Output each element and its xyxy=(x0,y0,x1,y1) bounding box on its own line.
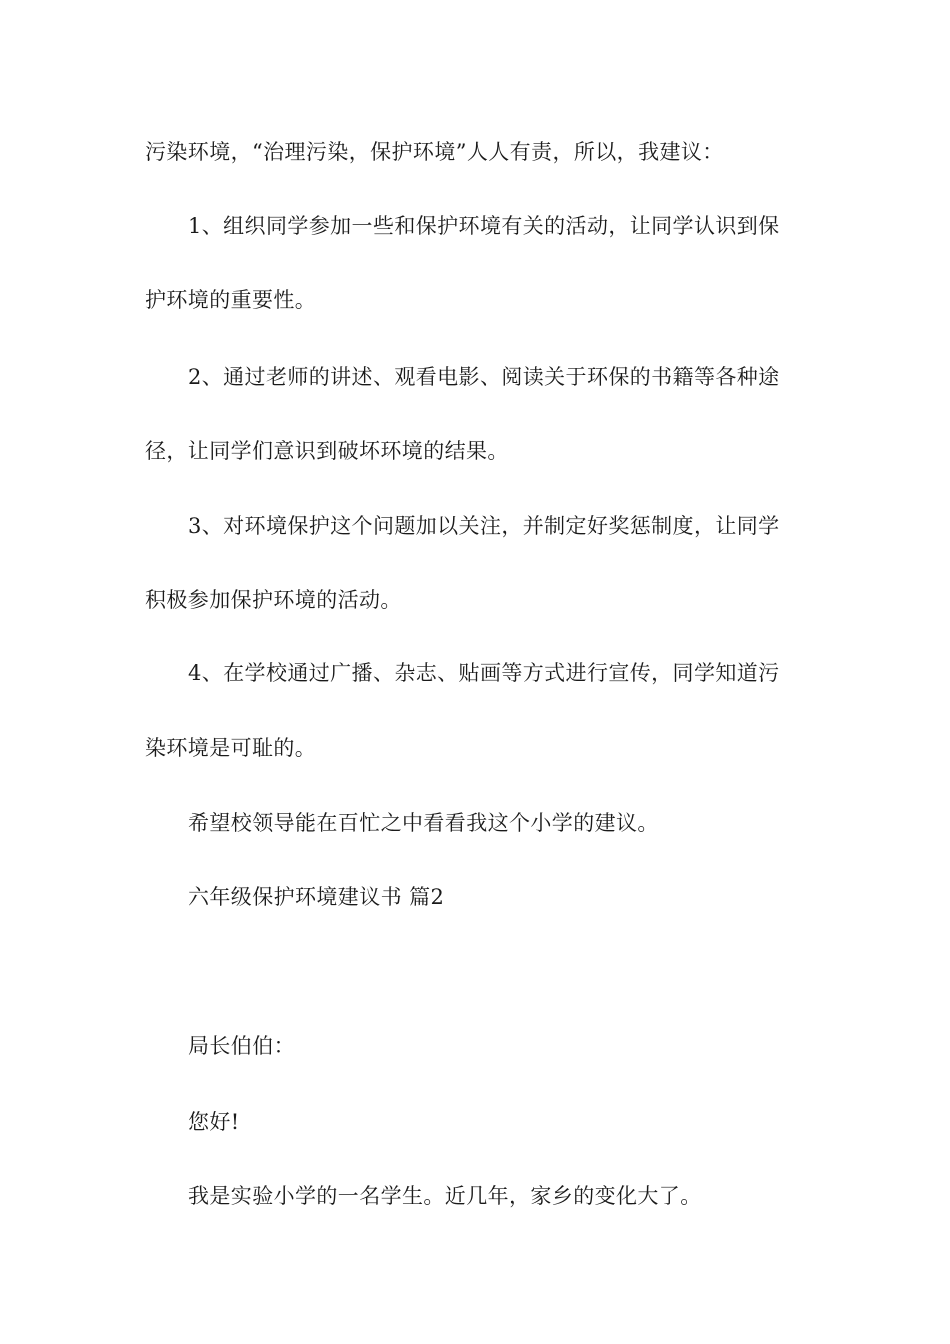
suggestion-4-line-2: 染环境是可耻的。 xyxy=(145,736,317,760)
suggestion-1-line-2: 护环境的重要性。 xyxy=(145,288,317,312)
salutation-line: 局长伯伯： xyxy=(188,1034,295,1058)
suggestion-3-line-2: 积极参加保护环境的活动。 xyxy=(145,588,402,612)
suggestion-3-line-1: 3、对环境保护这个问题加以关注，并制定好奖惩制度，让同学 xyxy=(188,514,780,538)
closing-hope-line: 希望校领导能在百忙之中看看我这个小学的建议。 xyxy=(188,811,659,835)
paragraph-line-intro: 污染环境，“治理污染，保护环境”人人有责，所以，我建议： xyxy=(145,140,724,164)
suggestion-1-line-1: 1、组织同学参加一些和保护环境有关的活动，让同学认识到保 xyxy=(188,214,780,238)
greeting-line: 您好! xyxy=(188,1110,240,1134)
body-opening-line: 我是实验小学的一名学生。近几年，家乡的变化大了。 xyxy=(188,1184,702,1208)
section-heading: 六年级保护环境建议书 篇2 xyxy=(188,885,445,909)
suggestion-2-line-1: 2、通过老师的讲述、观看电影、阅读关于环保的书籍等各种途 xyxy=(188,365,780,389)
suggestion-2-line-2: 径，让同学们意识到破坏环境的结果。 xyxy=(145,439,509,463)
suggestion-4-line-1: 4、在学校通过广播、杂志、贴画等方式进行宣传，同学知道污 xyxy=(188,661,780,685)
